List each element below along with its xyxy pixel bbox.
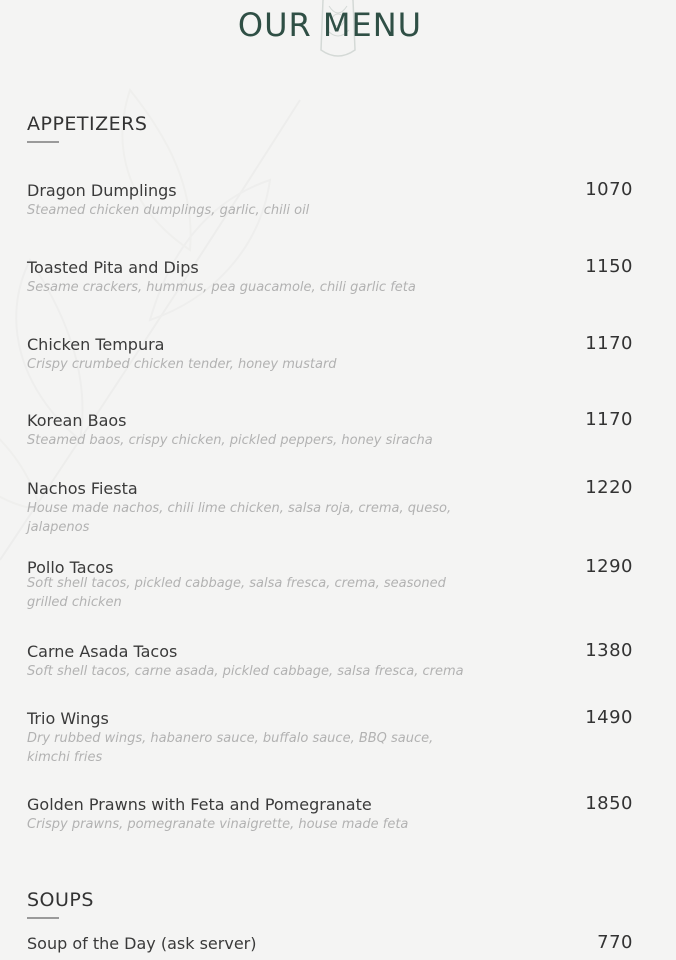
item-name: Toasted Pita and Dips [27, 258, 199, 277]
item-price: 770 [597, 932, 633, 953]
item-name: Trio Wings [27, 709, 109, 728]
item-name: Golden Prawns with Feta and Pomegranate [27, 795, 372, 814]
menu-item [27, 181, 637, 220]
item-price: 1290 [585, 556, 633, 577]
item-name: Pollo Tacos [27, 558, 114, 577]
page-title: OUR MENU [237, 6, 423, 44]
item-name: Chicken Tempura [27, 335, 165, 354]
menu-item [27, 335, 637, 374]
item-name: Dragon Dumplings [27, 181, 177, 200]
item-name: Nachos Fiesta [27, 479, 138, 498]
menu-item [27, 479, 637, 537]
item-price: 1150 [585, 256, 633, 277]
menu-item [27, 709, 637, 767]
item-description: Steamed chicken dumplings, garlic, chili oil [27, 203, 310, 218]
item-name: Soup of the Day (ask server) [27, 934, 257, 953]
item-price: 1170 [585, 333, 633, 354]
menu-item [27, 934, 637, 954]
item-name: Korean Baos [27, 411, 127, 430]
menu-item [27, 558, 637, 612]
menu-item [27, 411, 637, 450]
menu-item [27, 795, 637, 834]
menu-item [27, 642, 637, 681]
item-description: Steamed baos, crispy chicken, pickled peppers, honey siracha [27, 433, 433, 448]
section-title: SOUPS [27, 889, 94, 911]
item-description: Soft shell tacos, carne asada, pickled cabbage, salsa fresca, crema [27, 664, 464, 679]
item-price: 1070 [585, 179, 633, 200]
item-description: Crispy prawns, pomegranate vinaigrette, house made feta [27, 817, 409, 832]
item-description: Soft shell tacos, pickled cabbage, salsa fresca, crema, seasoned grilled chicken [27, 576, 446, 610]
item-description: Dry rubbed wings, habanero sauce, buffalo sauce, BBQ sauce, kimchi fries [27, 731, 434, 765]
section-soups [27, 889, 637, 919]
item-name: Carne Asada Tacos [27, 642, 178, 661]
item-price: 1170 [585, 409, 633, 430]
item-description: House made nachos, chili lime chicken, salsa roja, crema, queso, jalapenos [27, 501, 452, 535]
item-price: 1490 [585, 707, 633, 728]
section-title: APPETIZERS [27, 113, 148, 135]
menu-item [27, 258, 637, 297]
section-appetizers [27, 113, 637, 143]
item-price: 1380 [585, 640, 633, 661]
item-description: Crispy crumbed chicken tender, honey mustard [27, 357, 337, 372]
item-description: Sesame crackers, hummus, pea guacamole, chili garlic feta [27, 280, 416, 295]
item-price: 1220 [585, 477, 633, 498]
section-underline [27, 141, 59, 143]
section-underline [27, 917, 59, 919]
item-price: 1850 [585, 793, 633, 814]
